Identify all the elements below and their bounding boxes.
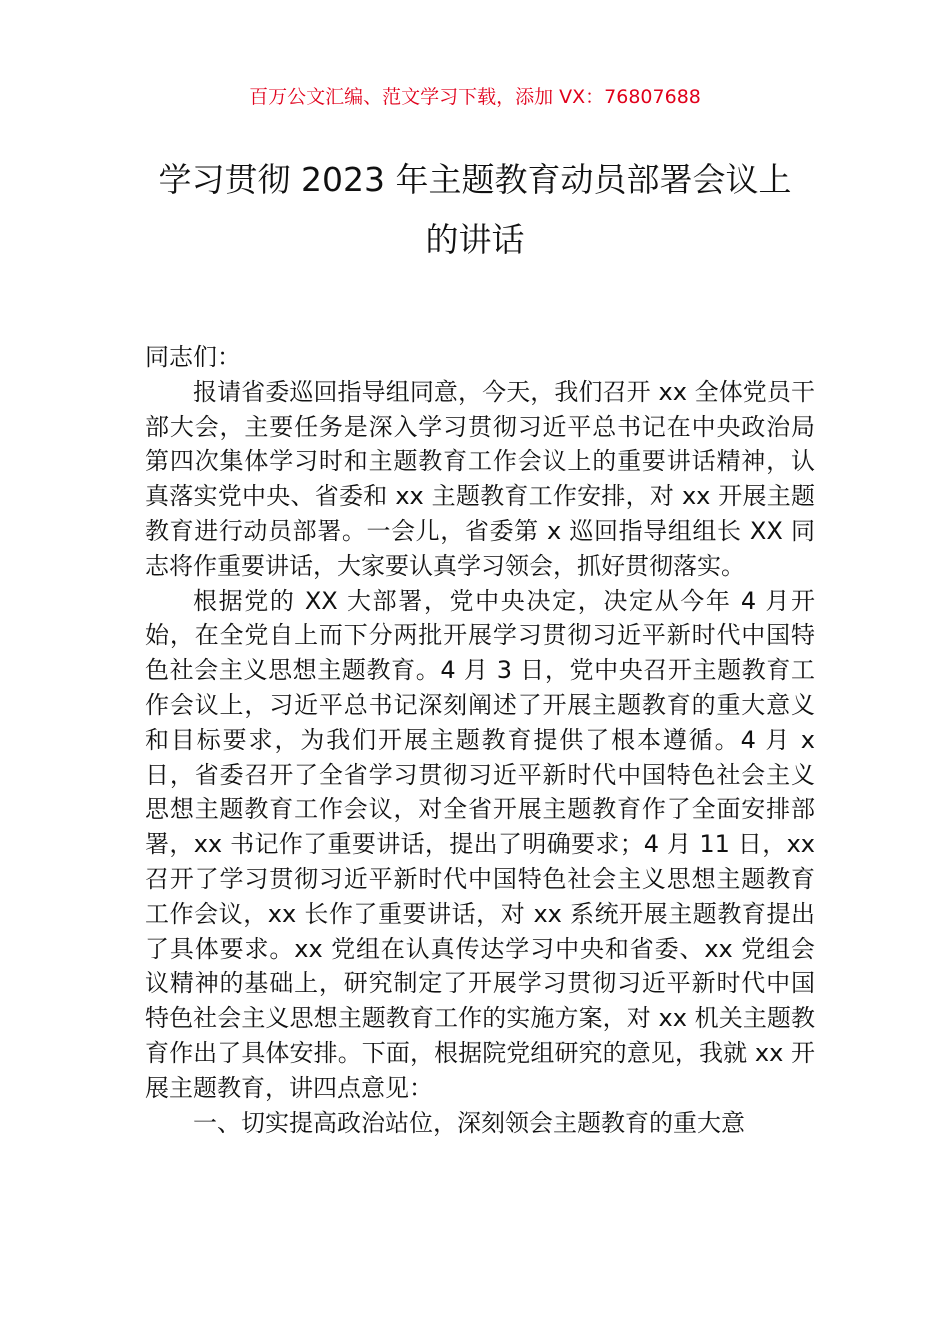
paragraph-2: 根据党的 XX 大部署，党中央决定，决定从今年 4 月开始，在全党自上而下分两批开展学习贯彻习近平新时代中国特色社会主义思想主题教育。4 月 3 日，党中央召开主题教育工作会议上，习近平总书记深刻阐述了开展主题教育的重大意义和目标要求，为我们开展主题教育提供了根本遵循。4 月 x 日，省委召开了全省学习贯彻习近平新时代中国特色社会主义思想主题教育工作会议，对全省开展主题教育作了全面安排部署，xx 书记作了重要讲话，提出了明确要求；4 月 11 日，xx 召开了学习贯彻习近平新时代中国特色社会主义思想主题教育工作会议，xx 长作了重要讲话，对 xx 系统开展主题教育提出了具体要求。xx 党组在认真传达学习中央和省委、xx 党组会议精神的基础上，研究制定了开展学习贯彻习近平新时代中国特色社会主义思想主题教育工作的实施方案，对 xx 机关主题教育作出了具体安排。下面，根据院党组研究的意见，我就 xx 开展主题教育，讲四点意见： bbox=[145, 586, 815, 1102]
paragraph-1: 报请省委巡回指导组同意，今天，我们召开 xx 全体党员干部大会，主要任务是深入学习贯彻习近平总书记在中央政治局第四次集体学习时和主题教育工作会议上的重要讲话精神，认真落实党中央、省委和 xx 主题教育工作安排，对 xx 开展主题教育进行动员部署。一会儿，省委第 x 巡回指导组组长 XX 同志将作重要讲话，大家要认真学习领会，抓好贯彻落实。 bbox=[145, 377, 815, 580]
document-body bbox=[145, 340, 815, 1140]
salutation: 同志们： bbox=[145, 343, 241, 371]
section-heading-1: 一、切实提高政治站位，深刻领会主题教育的重大意 bbox=[193, 1108, 745, 1137]
page-title bbox=[120, 150, 830, 270]
page-title-line-1: 学习贯彻 2023 年主题教育动员部署会议上 bbox=[158, 160, 792, 199]
header-note: 百万公文汇编、范文学习下载，添加 VX：76807688 bbox=[249, 86, 701, 108]
page-title-line-2: 的讲话 bbox=[425, 220, 525, 259]
